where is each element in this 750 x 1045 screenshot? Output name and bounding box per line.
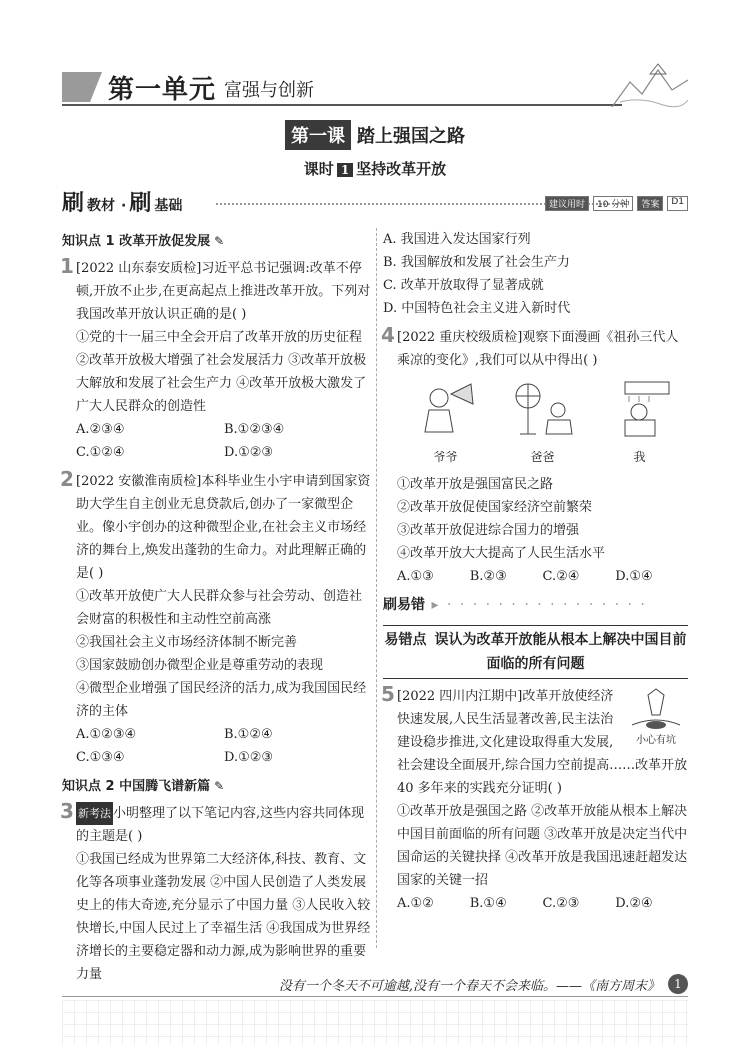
option-a[interactable]: A.①② <box>397 896 434 911</box>
caption-grandpa: 爷爷 <box>433 450 458 464</box>
answer-options <box>76 723 372 769</box>
footer-quote: 没有一个冬天不可逾越,没有一个春天不会来临。——《南方周末》 <box>278 978 660 994</box>
q3-option-c[interactable]: C. 改革开放取得了显著成就 <box>383 278 544 293</box>
question-2 <box>60 467 372 769</box>
option-b[interactable]: B.①④ <box>469 896 507 911</box>
answer-options <box>397 565 688 588</box>
question-4 <box>381 323 688 588</box>
kp2-label: 知识点 2 <box>62 779 115 794</box>
grandpa-fan-illustration <box>411 380 481 438</box>
question-text: [2022 安徽淮南质检]本科毕业生小宇申请到国家资助大学生自主创业无息贷款后,创办了一家微型企业。像小宇创办的这种微型企业,在社会主义市场经济的舞台上,焕发出蓬勃的生命力。对此理解正确的是( ) <box>76 474 371 581</box>
footer-divider <box>62 996 688 997</box>
page-footer <box>62 974 688 994</box>
period-title: 坚持改革开放 <box>356 160 447 178</box>
pen-icon: ✎ <box>214 779 225 793</box>
unit-title: 第一单元 <box>108 74 217 105</box>
option-c[interactable]: C.②③ <box>542 896 580 911</box>
question-1 <box>60 254 372 464</box>
option-a[interactable]: A.①②③④ <box>76 727 137 742</box>
question-items: ①党的十一届三中全会开启了改革开放的历史征程 ②改革开放极大增强了社会发展活力 ③改革开放极大解放和发展了社会生产力 ④改革开放极大激发了广大人民群众的创造性 <box>76 330 367 414</box>
option-d[interactable]: D.①②③ <box>224 445 274 460</box>
period-heading <box>0 158 750 179</box>
error-section-title: 刷易错 <box>383 597 425 613</box>
knowledge-point-2 <box>62 775 372 798</box>
option-b[interactable]: B.①②③④ <box>224 422 285 437</box>
answer-label: 答案 <box>637 196 663 211</box>
option-a[interactable]: A.①③ <box>397 569 434 584</box>
question-number: 4 <box>381 323 395 347</box>
unit-divider <box>62 104 622 106</box>
error-section-heading <box>383 594 688 617</box>
option-a[interactable]: A.②③④ <box>76 422 125 437</box>
question-number: 3 <box>60 799 74 823</box>
question-3 <box>60 799 372 986</box>
question-item: ①改革开放使广大人民群众参与社会劳动、创造社会财富的积极性和主动性空前高涨 <box>76 589 363 627</box>
period-prefix: 课时 <box>303 160 334 178</box>
error-point-label: 易错点 <box>384 632 427 648</box>
new-method-tag: 新考法 <box>76 802 113 825</box>
question-item: ②改革开放促使国家经济空前繁荣 <box>397 500 593 515</box>
question-text: [2022 重庆校级质检]观察下面漫画《祖孙三代人乘凉的变化》,我们可以从中得出( ) <box>397 330 679 368</box>
question-5 <box>381 682 688 915</box>
question-item: ③改革开放促进综合国力的增强 <box>397 523 580 538</box>
grid-background <box>62 1000 688 1045</box>
kp1-label: 知识点 1 <box>62 234 115 249</box>
question-item: ④微型企业增强了国民经济的活力,成为我国国民经济的主体 <box>76 681 367 719</box>
question-text: [2022 山东泰安质检]习近平总书记强调:改革不停顿,开放不止步,在更高起点上推进改革开放。下列对我国改革开放认识正确的是( ) <box>76 261 371 322</box>
cartoon-father <box>508 380 578 469</box>
caption-me: 我 <box>633 450 646 464</box>
cartoon-strip <box>397 380 688 469</box>
answer-page: D1 <box>667 196 688 211</box>
section-label-textbook: 教材 <box>87 198 116 214</box>
column-divider <box>376 228 377 948</box>
option-c[interactable]: C.①②④ <box>76 445 125 460</box>
lesson-number: 第一课 <box>285 120 351 150</box>
answer-options <box>397 892 688 915</box>
period-number: 1 <box>337 163 353 177</box>
kp1-title: 改革开放促发展 <box>119 234 211 249</box>
unit-banner <box>62 70 314 104</box>
lesson-heading <box>0 120 750 150</box>
brush-char: 刷 <box>62 191 85 216</box>
kp2-title: 中国腾飞谱新篇 <box>119 779 211 794</box>
section-label-basic: 基础 <box>154 198 183 214</box>
pitfall-illustration <box>626 685 686 731</box>
question-item: ③国家鼓励创办微型企业是尊重劳动的表现 <box>76 658 324 673</box>
cartoon-grandpa <box>411 380 481 469</box>
option-c[interactable]: C.②④ <box>542 569 580 584</box>
time-value: 10 分钟 <box>593 196 633 211</box>
question-text: 小明整理了以下笔记内容,这些内容共同体现的主题是( ) <box>76 806 365 844</box>
meta-info <box>545 196 688 211</box>
knowledge-point-1 <box>62 230 372 253</box>
question-number: 1 <box>60 254 74 278</box>
option-b[interactable]: B.①②④ <box>224 727 273 742</box>
left-column <box>62 228 372 986</box>
pen-icon: ✎ <box>214 234 225 248</box>
right-column <box>383 228 688 915</box>
question-number: 2 <box>60 467 74 491</box>
page-number: 1 <box>668 974 688 994</box>
question-text: [2022 四川内江期中]改革开放使经济快速发展,人民生活显著改善,民主法治建设稳步推进,文化建设取得重大发展,社会建设全面展开,综合国力空前提高……改革开放 40 多年来的实践充分证明( ) <box>397 689 688 796</box>
pitfall-caption: 小心有坑 <box>636 735 676 746</box>
cartoon-me <box>605 380 675 469</box>
pitfall-cartoon <box>624 685 688 747</box>
caption-father: 爸爸 <box>530 450 555 464</box>
q3-option-b[interactable]: B. 我国解放和发展了社会生产力 <box>383 255 570 270</box>
time-label: 建议用时 <box>545 196 589 211</box>
option-d[interactable]: D.①④ <box>615 569 653 584</box>
option-d[interactable]: D.②④ <box>615 896 653 911</box>
dotted-rule: ▸ · · · · · · · · · · · · · · · · <box>425 597 647 613</box>
question-items: ①改革开放是强国之路 ②改革开放能从根本上解决中国目前面临的所有问题 ③改革开放是决定当代中国命运的关键抉择 ④改革开放是我国迅速赶超发达国家的关键一招 <box>397 804 688 888</box>
unit-banner-shape <box>62 72 102 102</box>
question-item: ④改革开放大大提高了人民生活水平 <box>397 546 606 561</box>
answer-options <box>76 418 372 464</box>
mountain-pavilion-illustration <box>610 52 690 112</box>
section-dot: · <box>121 198 127 214</box>
option-b[interactable]: B.②③ <box>469 569 507 584</box>
unit-subtitle: 富强与创新 <box>224 80 315 101</box>
section-heading <box>62 186 185 217</box>
me-air-conditioner-illustration <box>605 380 675 438</box>
lesson-title: 踏上强国之路 <box>357 126 465 147</box>
question-number: 5 <box>381 682 395 706</box>
q3-option-a[interactable]: A. 我国进入发达国家行列 <box>383 232 531 247</box>
question-item: ①改革开放是强国富民之路 <box>397 477 554 492</box>
error-point-box <box>383 625 688 679</box>
q3-option-d[interactable]: D. 中国特色社会主义进入新时代 <box>383 301 571 316</box>
option-c[interactable]: C.①③④ <box>76 750 125 765</box>
brush-char-2: 刷 <box>129 191 152 216</box>
option-d[interactable]: D.①②③ <box>224 750 274 765</box>
question-items: ①我国已经成为世界第二大经济体,科技、教育、文化等各项事业蓬勃发展 ②中国人民创造了人类发展史上的伟大奇迹,充分显示了中国力量 ③人民收入较快增长,中国人民过上了幸福生活 ④我国成为世界经济增长的主要稳定器和动力源,成为影响世界的重要力量 <box>76 852 371 982</box>
father-electric-fan-illustration <box>508 380 578 438</box>
question-item: ②我国社会主义市场经济体制不断完善 <box>76 635 298 650</box>
error-point-text: 误认为改革开放能从根本上解决中国目前面临的所有问题 <box>434 632 687 672</box>
